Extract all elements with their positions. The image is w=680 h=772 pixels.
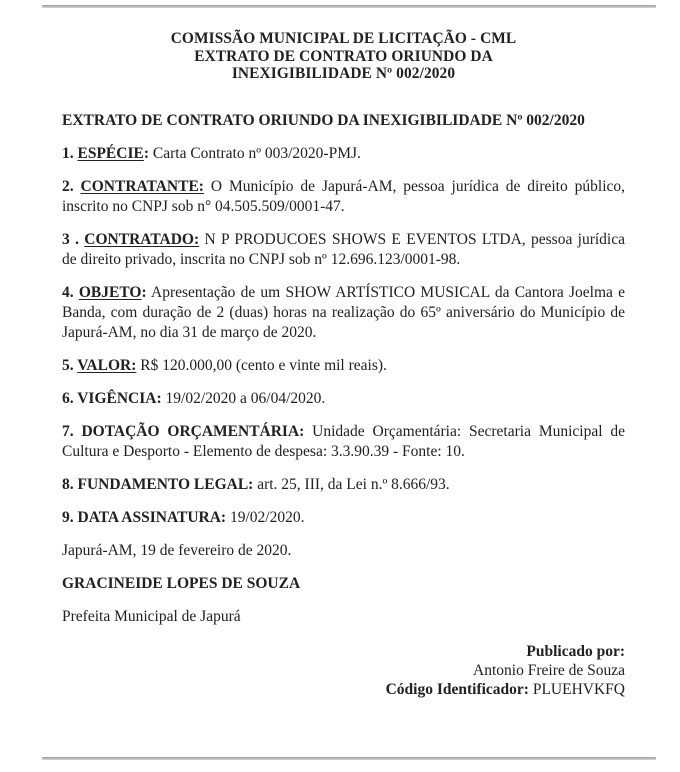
item-text: R$ 120.000,00 (cento e vinte mil reais).	[136, 356, 387, 374]
published-by-name: Antonio Freire de Souza	[473, 661, 625, 679]
item-text: N P PRODUCOES SHOWS E EVENTOS LTDA, pessoa jurídica de direito privado, inscrita no CNPJ sob nº 12.696.123/0001-98.	[62, 230, 626, 268]
item-colon: :	[143, 144, 150, 162]
item-number: 1.	[62, 144, 78, 162]
header-line-3: INEXIGIBILIDADE Nº 002/2020	[231, 65, 456, 82]
item-number: 8.	[62, 475, 78, 493]
signer-title: Prefeita Municipal de Japurá	[62, 607, 241, 625]
signature-date-line: Japurá-AM, 19 de fevereiro de 2020.	[62, 541, 292, 559]
item-label: CONTRATANTE:	[80, 177, 204, 195]
item-label: ESPÉCIE	[77, 144, 144, 162]
item-number: 6.	[62, 389, 78, 407]
contract-extract-document	[62, 30, 625, 699]
identifier-code-value: PLUEHVKFQ	[528, 680, 625, 698]
contract-item-valor	[62, 356, 625, 376]
item-number: 3 .	[62, 230, 85, 248]
item-label: CONTRATADO:	[84, 230, 200, 248]
item-text: 19/02/2020 a 06/04/2020.	[161, 389, 326, 407]
item-number: 4.	[62, 283, 79, 301]
item-text: 19/02/2020.	[226, 508, 305, 526]
identifier-code-label: Código Identificador:	[385, 680, 529, 698]
identifier-code-line	[62, 680, 625, 699]
published-by-label: Publicado por:	[526, 642, 625, 660]
contract-item-contratante	[62, 177, 625, 217]
contract-item-contratado	[62, 230, 625, 270]
contract-item-vigencia	[62, 389, 625, 409]
item-number: 9.	[62, 508, 78, 526]
item-label: VALOR:	[77, 356, 137, 374]
item-text: O Município de Japurá-AM, pessoa jurídica de direito público, inscrito no CNPJ sob n° 04.505.509/0001-47.	[62, 177, 626, 215]
header-line-1: COMISSÃO MUNICIPAL DE LICITAÇÃO - CML	[170, 30, 517, 47]
item-text: Carta Contrato nº 003/2020-PMJ.	[149, 144, 361, 162]
top-divider-line	[42, 5, 656, 8]
contract-item-data-assinatura	[62, 508, 625, 528]
item-colon: :	[141, 283, 147, 301]
item-text: Unidade Orçamentária: Secretaria Municipal de Cultura e Desporto - Elemento de despesa: 3.3.90.39 - Fonte: 10.	[62, 422, 626, 460]
bottom-divider-line	[42, 757, 656, 760]
header-line-2: EXTRATO DE CONTRATO ORIUNDO DA	[194, 47, 493, 65]
item-label: OBJETO	[78, 283, 142, 301]
document-header	[62, 30, 625, 83]
item-label: DOTAÇÃO ORÇAMENTÁRIA:	[81, 422, 305, 440]
item-label: FUNDAMENTO LEGAL:	[77, 475, 254, 493]
item-text: art. 25, III, da Lei n.º 8.666/93.	[253, 475, 450, 493]
contract-item-objeto	[62, 283, 625, 343]
item-label: VIGÊNCIA:	[77, 389, 162, 407]
publication-footer	[62, 642, 625, 699]
item-number: 5.	[62, 356, 78, 374]
item-number: 7.	[62, 422, 82, 440]
item-label: DATA ASSINATURA:	[77, 508, 227, 526]
contract-item-especie	[62, 144, 625, 164]
item-number: 2.	[62, 177, 81, 195]
lead-paragraph: EXTRATO DE CONTRATO ORIUNDO DA INEXIGIBILIDADE Nº 002/2020	[62, 111, 585, 129]
contract-item-fundamento	[62, 475, 625, 495]
contract-item-dotacao	[62, 422, 625, 462]
item-text: Apresentação de um SHOW ARTÍSTICO MUSICAL da Cantora Joelma e Banda, com duração de 2 (duas) horas na realização do 65º aniversário do Município de Japurá-AM, no dia 31 de março de 2020.	[62, 283, 625, 341]
signer-name: GRACINEIDE LOPES DE SOUZA	[62, 574, 301, 592]
